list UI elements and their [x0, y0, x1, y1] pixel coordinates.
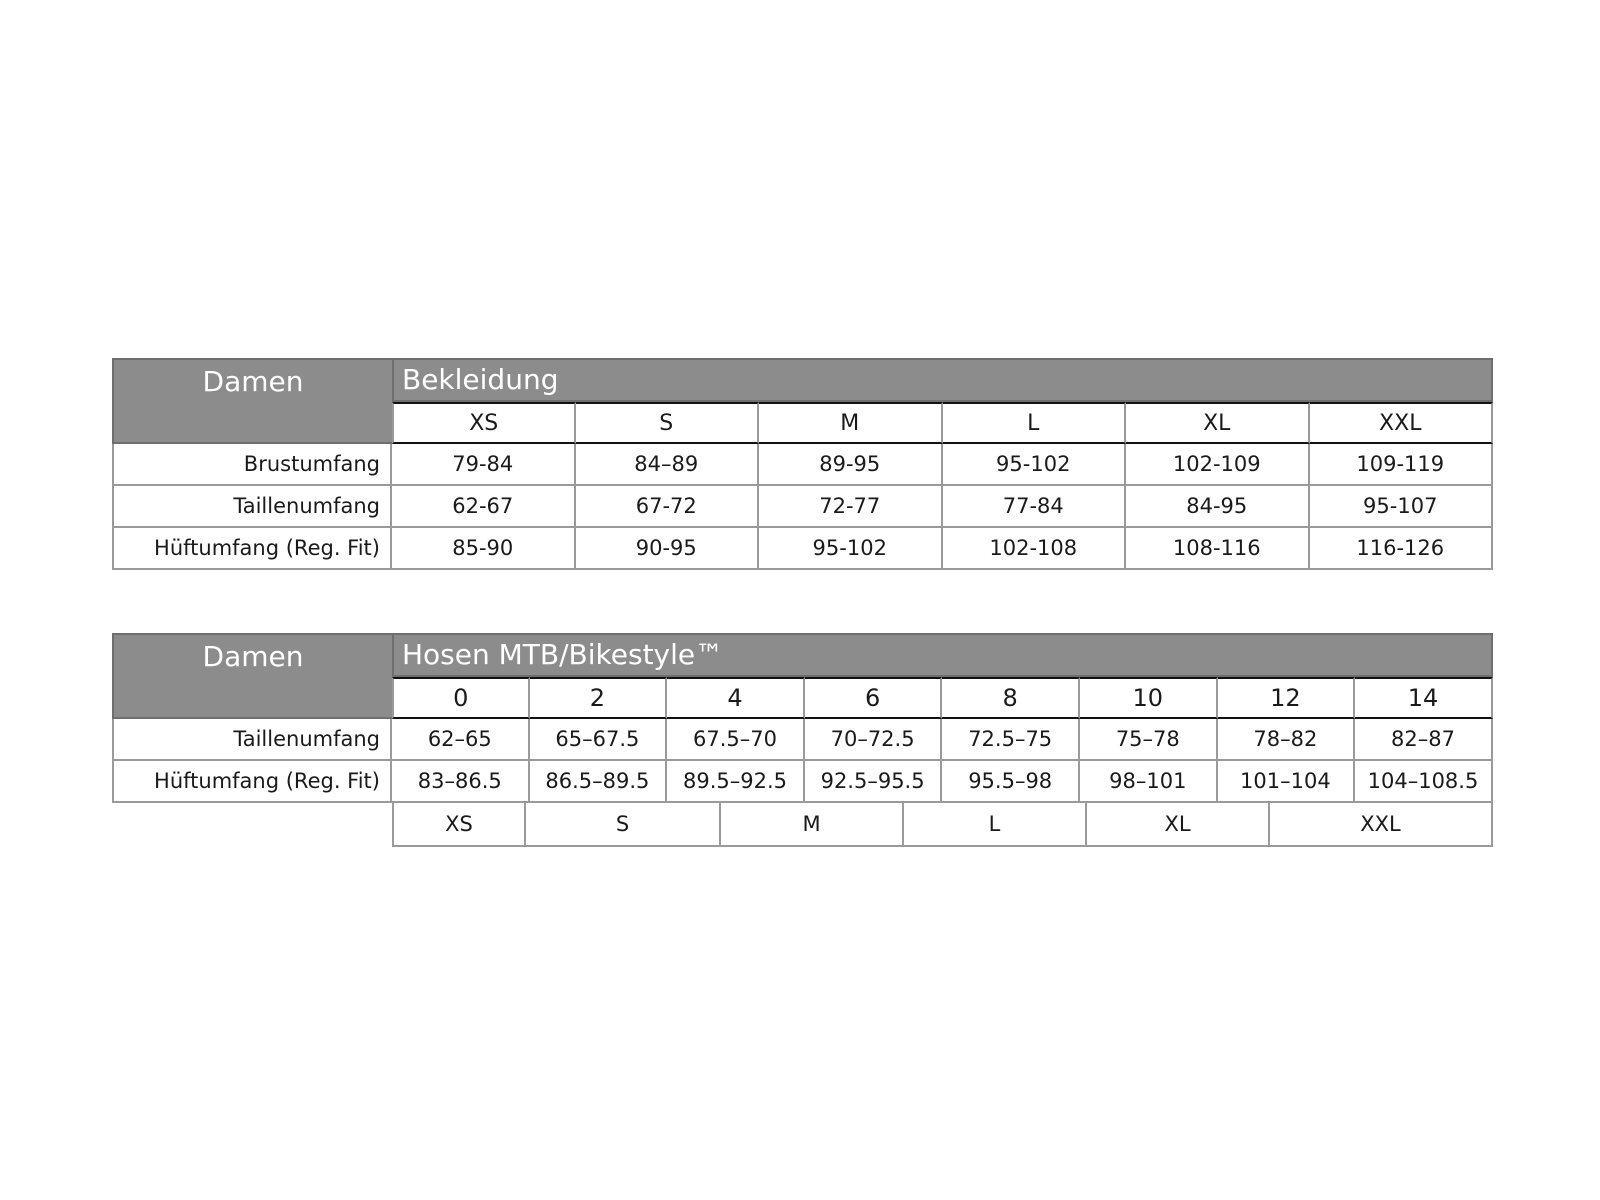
row-label: Taillenumfang: [112, 486, 392, 528]
table-cell: 109-119: [1310, 444, 1494, 486]
table-cell: 95.5–98: [942, 761, 1080, 803]
table-cell: 83–86.5: [392, 761, 530, 803]
table-cell: 62-67: [392, 486, 576, 528]
table-title: Bekleidung: [402, 363, 559, 396]
table-title: Hosen MTB/Bikestyle™: [402, 638, 724, 671]
size-header-cell: M: [759, 402, 943, 444]
table-cell: 90-95: [576, 528, 760, 570]
table-cell: 85-90: [392, 528, 576, 570]
letter-size-cell: XXL: [1270, 803, 1493, 847]
size-header-cell: XXL: [1310, 402, 1494, 444]
row-label: Taillenumfang: [112, 719, 392, 761]
letter-size-cell: M: [721, 803, 904, 847]
table-cell: 116-126: [1310, 528, 1494, 570]
size-header-cell: XL: [1126, 402, 1310, 444]
table-cell: 86.5–89.5: [530, 761, 668, 803]
letter-size-cell: XL: [1087, 803, 1270, 847]
table-cell: 84–89: [576, 444, 760, 486]
table-cell: 72.5–75: [942, 719, 1080, 761]
letter-size-cell: L: [904, 803, 1087, 847]
size-header-cell: 6: [805, 677, 943, 719]
table-cell: 95-102: [759, 528, 943, 570]
table-cell: 62–65: [392, 719, 530, 761]
size-header-cell: 10: [1080, 677, 1218, 719]
table-cell: 89.5–92.5: [667, 761, 805, 803]
table-title-header: [392, 358, 1493, 402]
size-header-cell: 2: [530, 677, 668, 719]
table-cell: 108-116: [1126, 528, 1310, 570]
table-cell: 67-72: [576, 486, 760, 528]
table-cell: 104–108.5: [1355, 761, 1493, 803]
table-cell: 84-95: [1126, 486, 1310, 528]
table-corner-header: [112, 358, 392, 444]
table-corner-header: [112, 633, 392, 719]
size-header-cell: 12: [1218, 677, 1356, 719]
table-cell: 72-77: [759, 486, 943, 528]
table-cell: 78–82: [1218, 719, 1356, 761]
corner-label: Damen: [202, 365, 304, 398]
size-header-cell: 14: [1355, 677, 1493, 719]
letter-size-cell: XS: [392, 803, 526, 847]
table-cell: 101–104: [1218, 761, 1356, 803]
row-label: Brustumfang: [112, 444, 392, 486]
table-cell: 95-102: [943, 444, 1127, 486]
table-cell: 92.5–95.5: [805, 761, 943, 803]
table-cell: 70–72.5: [805, 719, 943, 761]
table-cell: 82–87: [1355, 719, 1493, 761]
size-header-cell: 4: [667, 677, 805, 719]
size-header-cell: 0: [392, 677, 530, 719]
table-cell: 95-107: [1310, 486, 1494, 528]
table-cell: 102-108: [943, 528, 1127, 570]
table-cell: 79-84: [392, 444, 576, 486]
row-label: Hüftumfang (Reg. Fit): [112, 528, 392, 570]
table-cell: 67.5–70: [667, 719, 805, 761]
size-header-cell: 8: [942, 677, 1080, 719]
table-cell: 75–78: [1080, 719, 1218, 761]
row-label: Hüftumfang (Reg. Fit): [112, 761, 392, 803]
size-header-cell: XS: [392, 402, 576, 444]
table-cell: 77-84: [943, 486, 1127, 528]
letter-size-cell: S: [526, 803, 721, 847]
table-cell: 102-109: [1126, 444, 1310, 486]
table-cell: 65–67.5: [530, 719, 668, 761]
table-title-header: [392, 633, 1493, 677]
corner-label: Damen: [202, 640, 304, 673]
size-header-cell: L: [943, 402, 1127, 444]
table-cell: 89-95: [759, 444, 943, 486]
table-cell: 98–101: [1080, 761, 1218, 803]
size-header-cell: S: [576, 402, 760, 444]
